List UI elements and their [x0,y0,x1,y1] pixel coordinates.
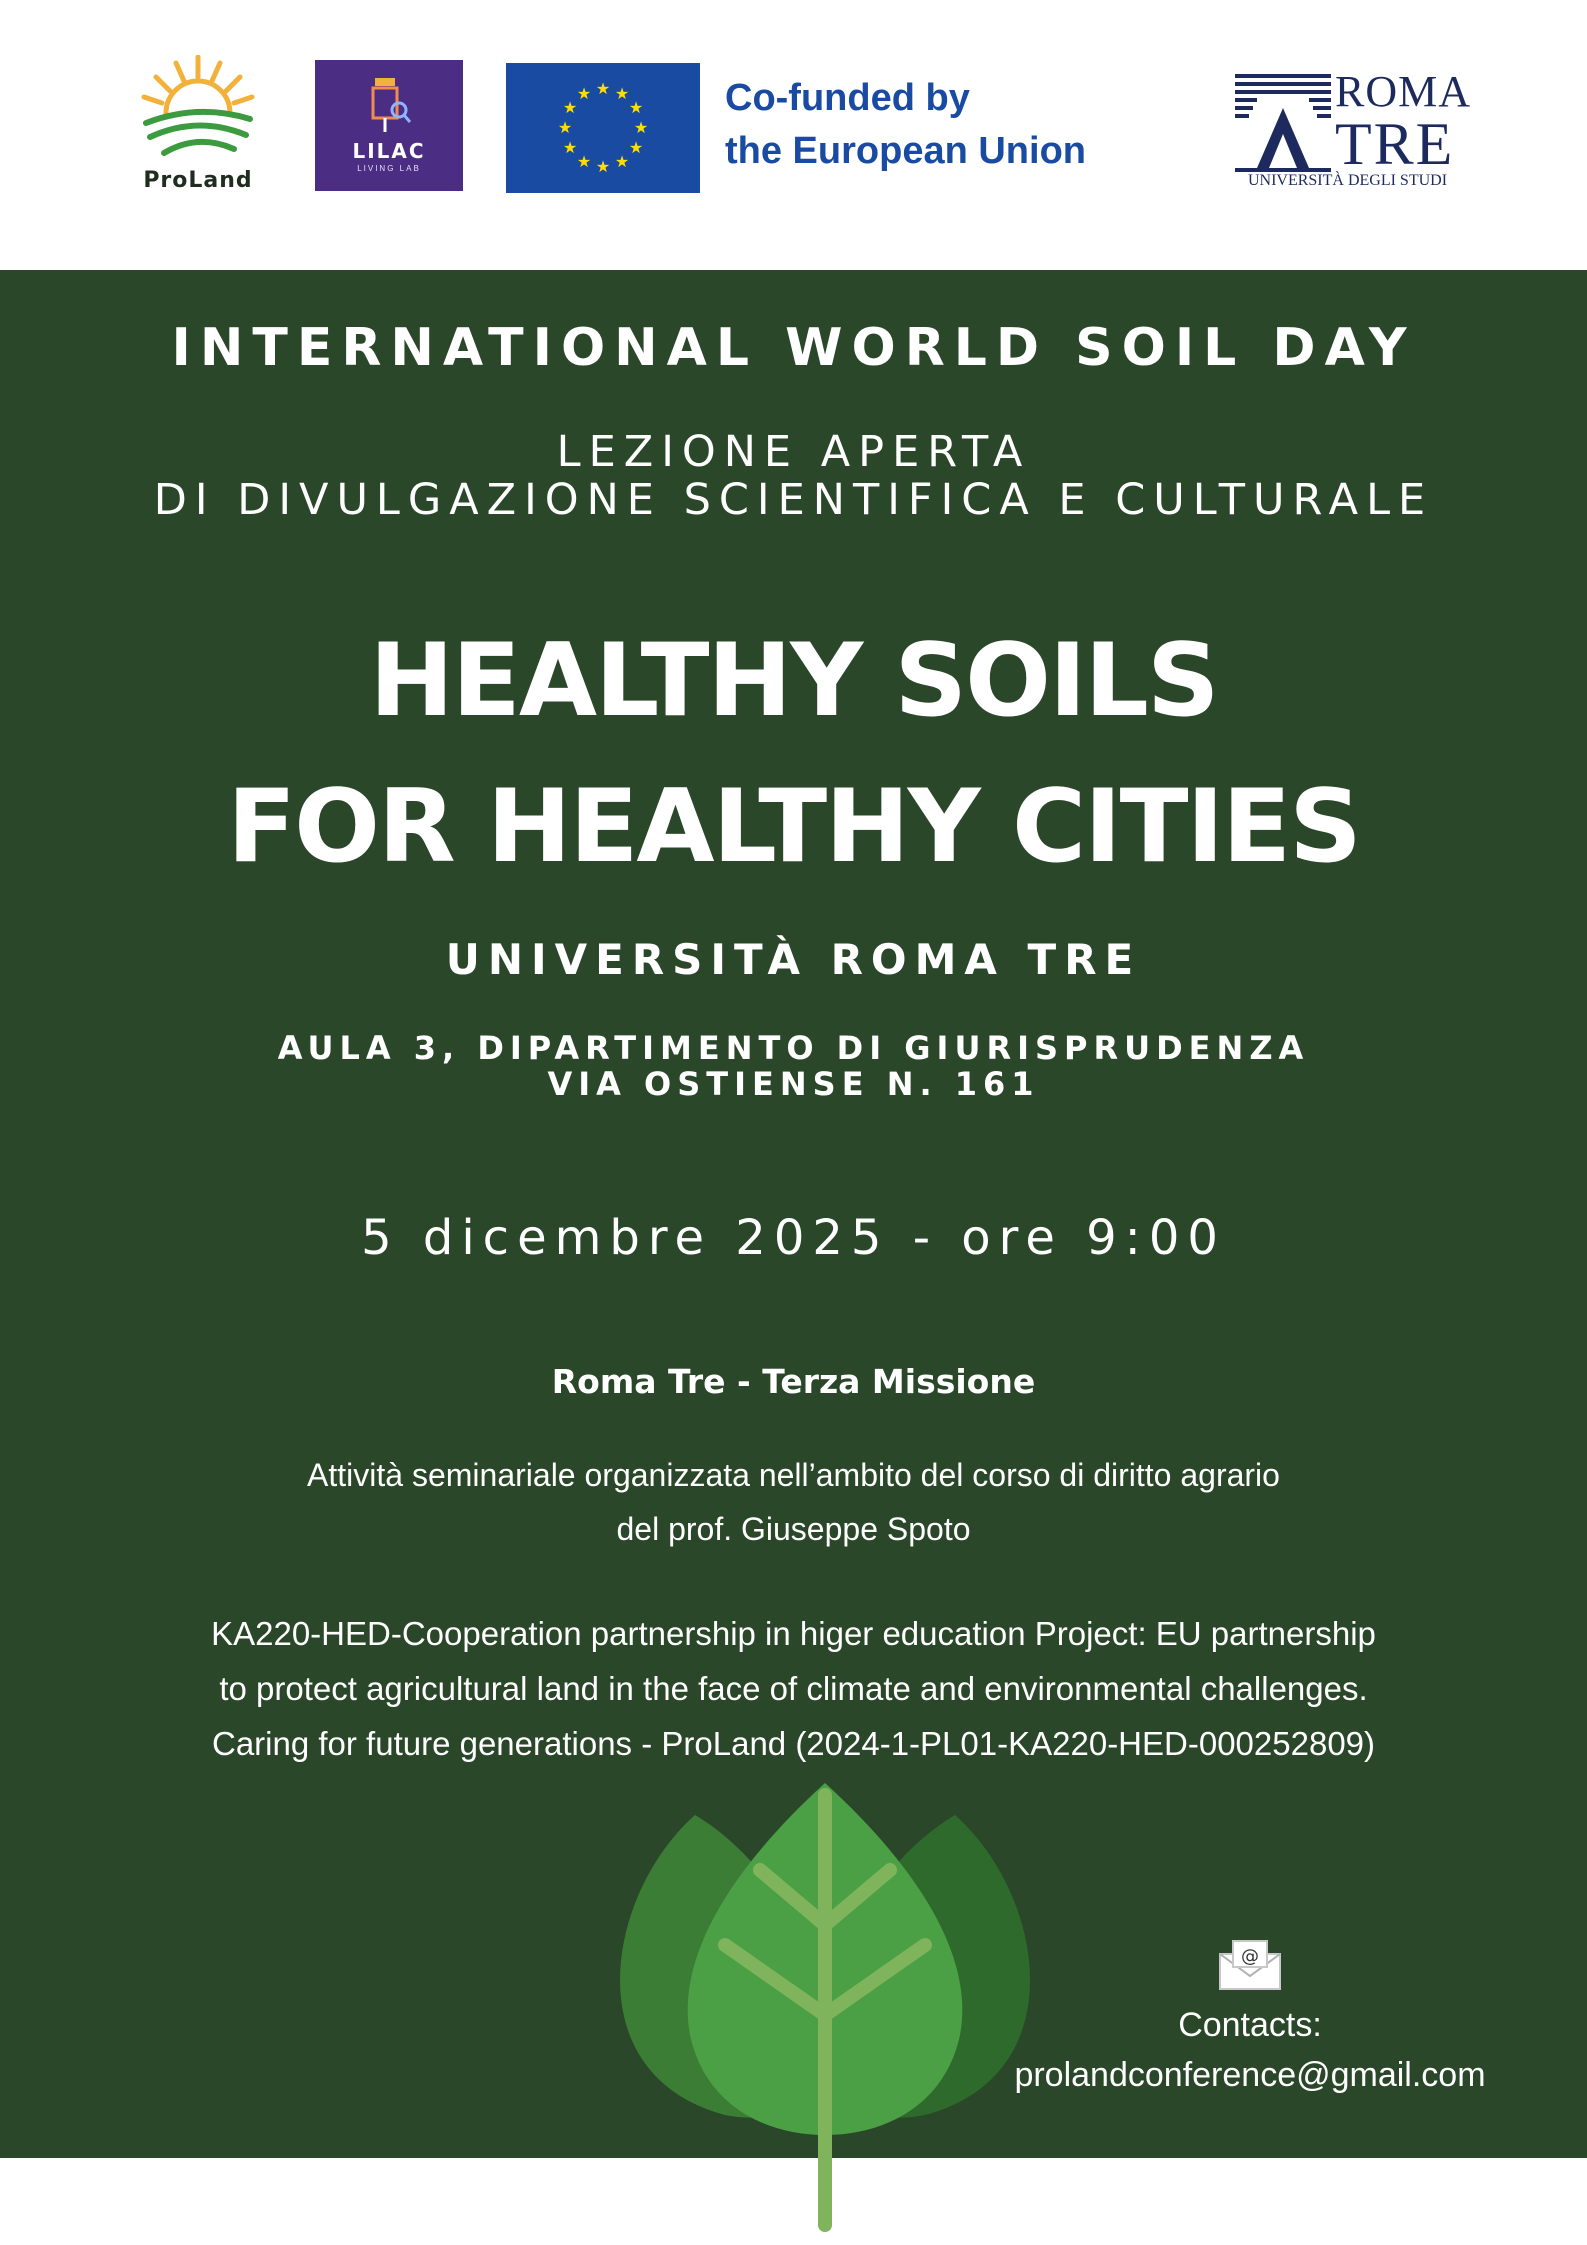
address-line-2: VIA OSTIENSE N. 161 [547,1065,1040,1103]
svg-text:★: ★ [562,98,578,117]
eu-line-1: Co-funded by [725,77,970,119]
contacts-label: Contacts: [1178,2006,1322,2044]
contacts-block [1000,1940,1500,2100]
subtitle-line-2: DI DIVULGAZIONE SCIENTIFICA E CULTURALE [153,475,1434,525]
title-line-2: FOR HEALTHY CITIES [227,767,1360,885]
event-kicker: INTERNATIONAL WORLD SOIL DAY [171,318,1416,378]
eu-stars-icon [506,63,700,193]
svg-text:★: ★ [633,118,649,137]
roma-tre-univ: UNIVERSITÀ DEGLI STUDI [1247,172,1448,189]
roma-tre-roma: ROMA [1335,67,1472,116]
title-line-1: HEALTHY SOILS [369,621,1218,739]
svg-text:★: ★ [595,79,611,98]
svg-text:★: ★ [562,138,578,157]
svg-text:@: @ [1241,1946,1259,1967]
svg-text:★: ★ [576,84,592,103]
subtitle-line-1: LEZIONE APERTA [556,427,1031,477]
university-name: UNIVERSITÀ ROMA TRE [445,935,1142,984]
activity-line-1: Attività seminariale organizzata nell’ambito del corso di diritto agrario [307,1457,1280,1493]
svg-text:★: ★ [614,152,630,171]
contacts-email-link[interactable]: prolandconference@gmail.com [1014,2056,1486,2094]
roma-tre-tre: TRE [1335,111,1455,177]
project-line-3: Caring for future generations - ProLand (2024-1-PL01-KA220-HED-000252809) [211,1725,1376,1762]
address-line-1: AULA 3, DIPARTIMENTO DI GIURISPRUDENZA [277,1029,1310,1067]
eu-cofunded-text [725,72,1086,178]
svg-text:★: ★ [628,138,644,157]
lilac-lab-icon [366,76,412,134]
project-line-1: KA220-HED-Cooperation partnership in higer education Project: EU partnership [211,1615,1376,1652]
svg-text:★: ★ [614,84,630,103]
svg-text:★: ★ [557,118,573,137]
mail-icon [1219,1940,1281,1990]
lilac-name: LILAC [352,139,426,163]
eu-flag [506,63,700,193]
activity-line-2: del prof. Giuseppe Spoto [616,1511,971,1547]
roma-tre-logo [1235,67,1472,190]
eu-line-2: the European Union [725,130,1086,172]
svg-text:★: ★ [576,152,592,171]
roma-tre-arch-icon [1235,74,1331,172]
project-line-2: to protect agricultural land in the face of climate and environmental challenges. [219,1670,1368,1707]
proland-logo [128,55,268,195]
organizer: Roma Tre - Terza Missione [551,1362,1036,1401]
lilac-logo [315,60,463,191]
leaf-icon [585,1775,1065,2235]
proland-name: ProLand [143,168,253,193]
lilac-subtitle: LIVING LAB [357,164,421,173]
svg-text:★: ★ [628,98,644,117]
svg-text:★: ★ [595,157,611,176]
event-datetime: 5 dicembre 2025 - ore 9:00 [361,1210,1226,1266]
sun-fields-icon [138,55,258,165]
